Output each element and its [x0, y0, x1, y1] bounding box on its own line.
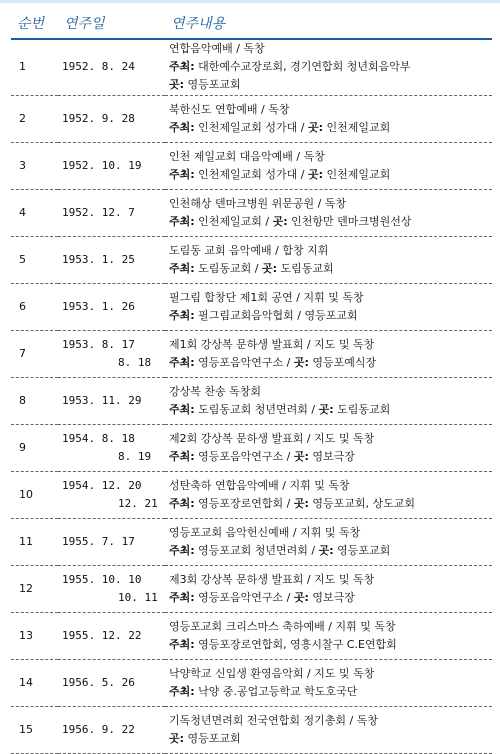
- date-primary: 1953. 8. 17: [62, 337, 135, 351]
- field-label: 곳:: [169, 78, 185, 92]
- field-text: 영등포교회 청년면려회 /: [194, 543, 319, 557]
- content-line: [169, 618, 492, 636]
- table-row: [11, 283, 492, 330]
- field-label: 곳:: [293, 355, 309, 369]
- content-line: [169, 336, 492, 354]
- table-row: [11, 142, 492, 189]
- row-date: [58, 330, 165, 377]
- row-date: [58, 518, 165, 565]
- row-content: [165, 659, 492, 706]
- field-label: 곳:: [272, 214, 288, 228]
- row-date: [58, 283, 165, 330]
- date-secondary: 10. 11: [118, 590, 158, 604]
- content-line: [169, 260, 492, 278]
- field-label: 곳:: [293, 590, 309, 604]
- field-text: 영등포교회: [333, 543, 391, 557]
- row-content: [165, 518, 492, 565]
- field-text: 영등포음악연구소 /: [194, 355, 294, 369]
- field-label: 주최:: [169, 120, 195, 134]
- row-date: [58, 95, 165, 142]
- row-number: 1: [11, 39, 58, 95]
- field-text: 인천제일교회 성가대 /: [194, 167, 308, 181]
- field-text: 도림동 교회 음악예배 / 합창 지휘: [169, 243, 329, 257]
- field-text: 제3회 강상복 문하생 발표회 / 지도 및 독창: [169, 572, 375, 586]
- field-text: 영등포장로연합회, 영흥시찰구 C.E연합회: [194, 637, 397, 651]
- field-text: 강상복 찬송 독창회: [169, 384, 262, 398]
- field-label: 주최:: [169, 684, 195, 698]
- row-content: [165, 565, 492, 612]
- row-content: [165, 377, 492, 424]
- header-row: [11, 8, 492, 39]
- row-number: 4: [11, 189, 58, 236]
- content-line: [169, 58, 492, 76]
- row-content: [165, 424, 492, 471]
- row-date: [58, 236, 165, 283]
- row-number: 15: [11, 706, 58, 753]
- row-content: [165, 95, 492, 142]
- row-number: 8: [11, 377, 58, 424]
- row-number: 3: [11, 142, 58, 189]
- row-number: 14: [11, 659, 58, 706]
- row-number: 12: [11, 565, 58, 612]
- row-date: [58, 565, 165, 612]
- row-number: 5: [11, 236, 58, 283]
- row-date: [58, 471, 165, 518]
- date-primary: 1956. 5. 26: [62, 675, 135, 689]
- date-secondary: 8. 19: [118, 449, 152, 463]
- field-text: 낙양학교 신입생 환영음악회 / 지도 및 독창: [169, 666, 375, 680]
- row-content: [165, 236, 492, 283]
- field-label: 곳:: [293, 496, 309, 510]
- content-line: [169, 524, 492, 542]
- content-line: [169, 665, 492, 683]
- top-accent-line: [0, 0, 500, 3]
- field-label: 주최:: [169, 60, 195, 74]
- field-label: 주최:: [169, 261, 195, 275]
- row-number: 11: [11, 518, 58, 565]
- content-line: [169, 40, 492, 58]
- row-date: [58, 424, 165, 471]
- field-text: 제1회 강상복 문하생 발표회 / 지도 및 독창: [169, 337, 375, 351]
- row-number: 2: [11, 95, 58, 142]
- table-row: [11, 236, 492, 283]
- field-label: 곳:: [307, 167, 324, 181]
- date-primary: 1953. 1. 26: [62, 299, 135, 313]
- field-text: 도림동교회: [277, 261, 334, 275]
- field-text: 도림동교회 /: [194, 261, 262, 275]
- content-line: [169, 148, 492, 166]
- date-primary: 1955. 12. 22: [62, 628, 142, 642]
- row-date: [58, 39, 165, 95]
- row-number: 10: [11, 471, 58, 518]
- field-text: 인천제일교회: [323, 167, 391, 181]
- field-text: 인천제일교회 성가대 /: [194, 120, 308, 134]
- content-line: [169, 636, 492, 654]
- content-line: [169, 683, 492, 701]
- field-label: 곳:: [261, 261, 278, 275]
- field-text: 낙양 중.공업고등학교 학도호국단: [194, 684, 358, 698]
- field-text: 영등포음악연구소 /: [194, 449, 294, 463]
- table-row: [11, 612, 492, 659]
- row-content: [165, 283, 492, 330]
- row-date: [58, 142, 165, 189]
- content-line: [169, 289, 492, 307]
- table-row: [11, 95, 492, 142]
- content-line: [169, 213, 492, 231]
- row-number: 7: [11, 330, 58, 377]
- field-text: 도림동교회: [333, 402, 391, 416]
- date-primary: 1953. 11. 29: [62, 393, 142, 407]
- field-text: 영등포교회 음악헌신예배 / 지휘 및 독창: [169, 525, 361, 539]
- content-line: [169, 383, 492, 401]
- table-row: [11, 424, 492, 471]
- field-label: 주최:: [169, 355, 195, 369]
- field-text: 성탄축하 연합음악예배 / 지휘 및 독창: [169, 478, 350, 492]
- header-date: 연주일: [58, 8, 165, 39]
- field-label: 곳:: [169, 731, 185, 745]
- content-line: [169, 430, 492, 448]
- row-content: [165, 612, 492, 659]
- field-text: 인천제일교회: [323, 120, 391, 134]
- content-line: [169, 477, 492, 495]
- content-line: [169, 571, 492, 589]
- content-line: [169, 195, 492, 213]
- field-label: 곳:: [307, 120, 324, 134]
- row-content: [165, 330, 492, 377]
- field-text: 영보극장: [308, 590, 355, 604]
- content-line: [169, 448, 492, 466]
- date-primary: 1952. 8. 24: [62, 60, 135, 74]
- row-date: [58, 189, 165, 236]
- table-row: [11, 659, 492, 706]
- content-line: [169, 354, 492, 372]
- table-row: [11, 377, 492, 424]
- table-row: [11, 189, 492, 236]
- row-number: 13: [11, 612, 58, 659]
- field-label: 주최:: [169, 167, 195, 181]
- date-primary: 1952. 9. 28: [62, 111, 135, 125]
- field-text: 영등포음악연구소 /: [194, 590, 294, 604]
- field-text: 인천 제일교회 대음악예배 / 독창: [169, 149, 325, 163]
- field-label: 곳:: [318, 543, 334, 557]
- content-line: [169, 712, 492, 730]
- table-row: [11, 39, 492, 95]
- field-text: 연합음악예배 / 독창: [169, 42, 265, 56]
- content-line: [169, 119, 492, 137]
- table-row: [11, 565, 492, 612]
- row-date: [58, 659, 165, 706]
- field-text: 인천해상 덴마크병원 위문공원 / 독창: [169, 196, 347, 210]
- date-secondary: 8. 18: [118, 355, 152, 369]
- content-line: [169, 542, 492, 560]
- field-label: 주최:: [169, 637, 195, 651]
- field-label: 곳:: [318, 402, 334, 416]
- date-primary: 1954. 8. 18: [62, 431, 135, 445]
- content-line: [169, 307, 492, 325]
- field-text: 영보극장: [308, 449, 355, 463]
- content-line: [169, 589, 492, 607]
- table-row: [11, 518, 492, 565]
- row-number: 9: [11, 424, 58, 471]
- field-label: 주최:: [169, 496, 195, 510]
- date-primary: 1952. 12. 7: [62, 205, 135, 219]
- field-label: 주최:: [169, 214, 195, 228]
- date-primary: 1956. 9. 22: [62, 722, 135, 736]
- field-text: 영등포교회, 상도교회: [308, 496, 416, 510]
- field-label: 주최:: [169, 543, 195, 557]
- row-number: 6: [11, 283, 58, 330]
- content-line: [169, 495, 492, 513]
- field-label: 주최:: [169, 308, 195, 322]
- field-text: 영등포예식장: [308, 355, 377, 369]
- field-text: 영등포교회: [184, 78, 241, 92]
- row-date: [58, 612, 165, 659]
- date-primary: 1955. 10. 10: [62, 572, 142, 586]
- date-primary: 1955. 7. 17: [62, 534, 135, 548]
- content-line: [169, 76, 492, 94]
- row-content: [165, 142, 492, 189]
- field-text: 영등포교회: [184, 731, 241, 745]
- field-text: 북한신도 연합예배 / 독창: [169, 102, 290, 116]
- content-line: [169, 166, 492, 184]
- content-line: [169, 242, 492, 260]
- field-label: 주최:: [169, 590, 195, 604]
- field-label: 주최:: [169, 449, 195, 463]
- row-date: [58, 377, 165, 424]
- field-text: 대한예수교장로회, 경기연합회 청년회음악부: [194, 60, 411, 74]
- field-text: 영등포장로연합회 /: [194, 496, 294, 510]
- field-text: 도림동교회 청년면려회 /: [194, 402, 319, 416]
- field-label: 주최:: [169, 402, 195, 416]
- date-primary: 1954. 12. 20: [62, 478, 142, 492]
- field-text: 인천제일교회 /: [194, 214, 273, 228]
- date-primary: 1952. 10. 19: [62, 158, 142, 172]
- row-content: [165, 471, 492, 518]
- field-label: 곳:: [293, 449, 309, 463]
- field-text: 제2회 강상복 문하생 발표회 / 지도 및 독창: [169, 431, 375, 445]
- content-line: [169, 730, 492, 748]
- table-row: [11, 330, 492, 377]
- field-text: 기독청년면려회 전국연합회 정기총회 / 독창: [169, 713, 378, 727]
- table-body: [11, 39, 492, 753]
- content-line: [169, 101, 492, 119]
- header-content: 연주내용: [165, 8, 492, 39]
- field-text: 필그림 합창단 제1회 공연 / 지휘 및 독창: [169, 290, 364, 304]
- row-content: [165, 39, 492, 95]
- field-text: 영등포교회 크리스마스 축하예배 / 지휘 및 독창: [169, 619, 396, 633]
- field-text: 인천항만 덴마크병원선상: [287, 214, 412, 228]
- row-content: [165, 189, 492, 236]
- date-secondary: 12. 21: [118, 496, 158, 510]
- header-num: 순번: [11, 8, 58, 39]
- table-row: [11, 471, 492, 518]
- date-primary: 1953. 1. 25: [62, 252, 135, 266]
- content-line: [169, 401, 492, 419]
- performance-table: [11, 8, 492, 754]
- field-text: 필그림교회음악협회 / 영등포교회: [194, 308, 358, 322]
